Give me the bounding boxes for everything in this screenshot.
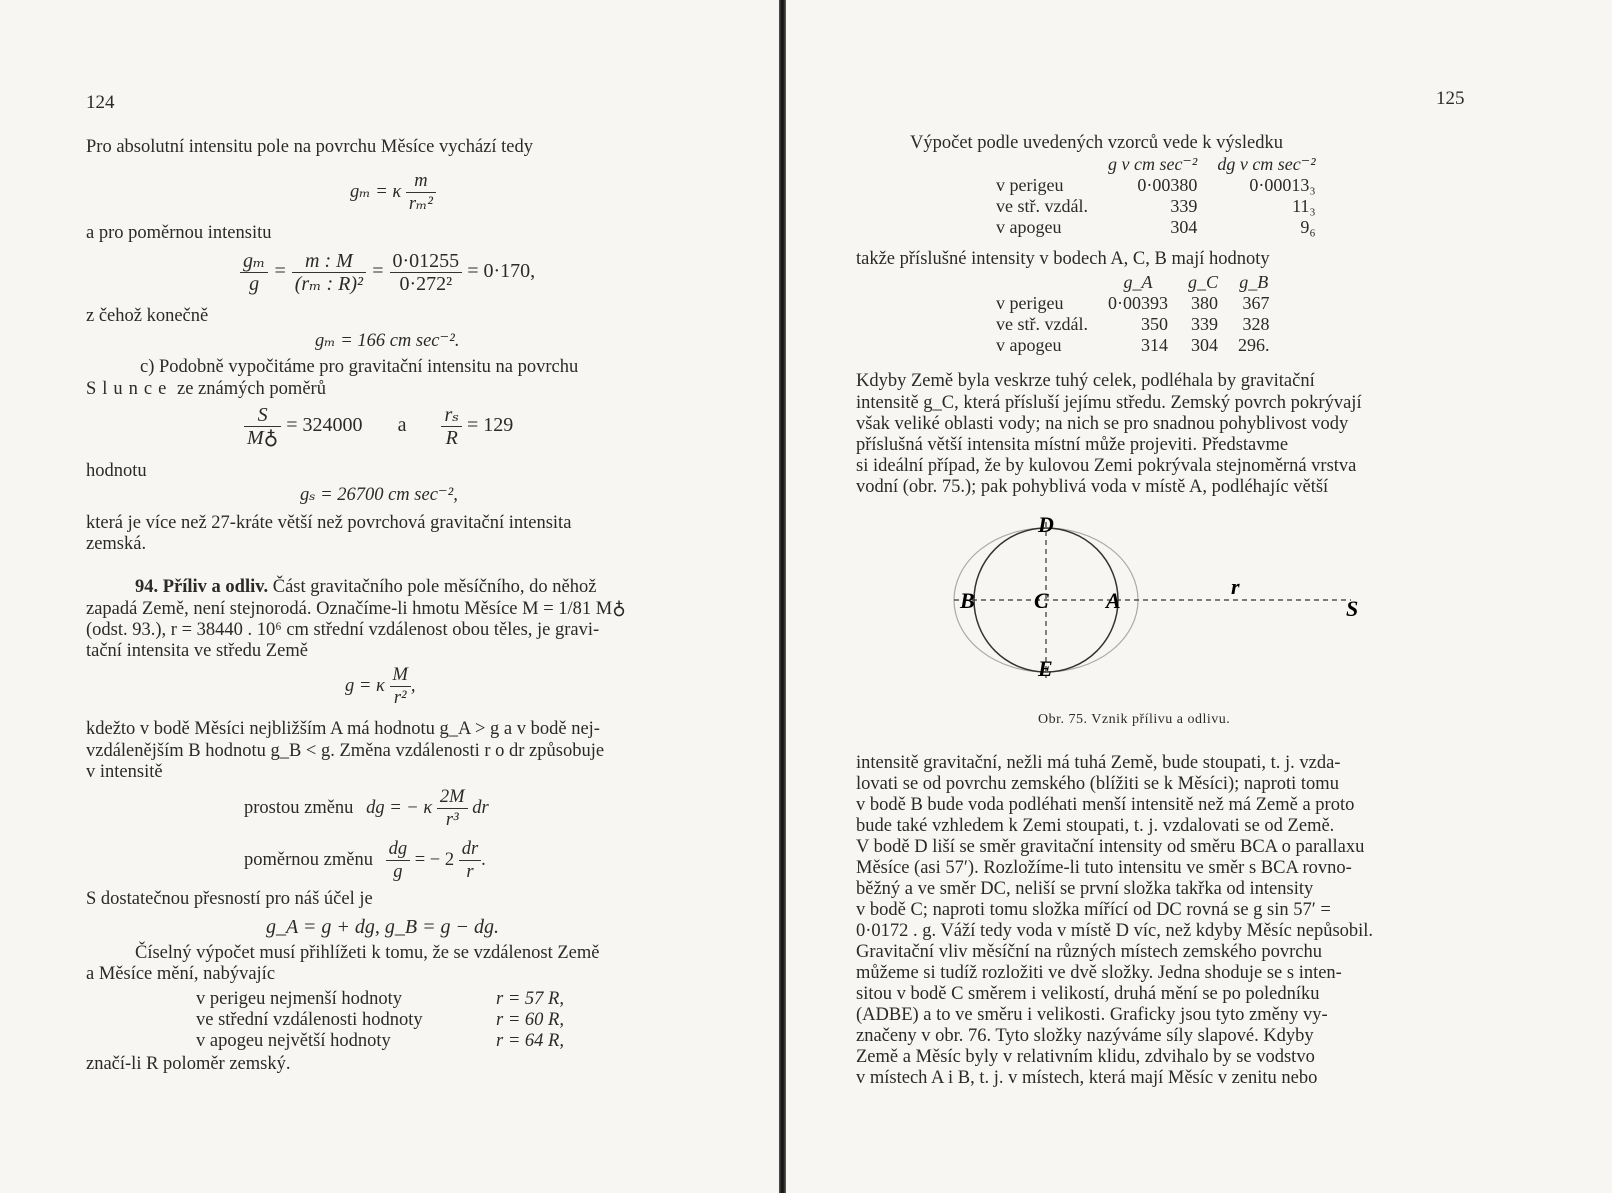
- frac-den: rₘ²: [408, 194, 433, 214]
- text-run: Část gravitačního pole měsíčního, do něhož: [268, 577, 597, 597]
- label-d: D: [1038, 512, 1054, 537]
- col-header: g_C: [1187, 272, 1218, 292]
- paragraph-line: v intensitě: [86, 762, 163, 782]
- label-a: A: [1106, 588, 1121, 613]
- frac-den: (rₘ : R)²: [294, 273, 364, 295]
- paragraph-line: v bodě B bude voda podléhati menší intensitě než má Země a proto: [856, 795, 1355, 815]
- fraction: [459, 838, 481, 883]
- dist-label: v apogeu největší hodnoty: [196, 1031, 391, 1051]
- equation-dg: [244, 786, 489, 831]
- row-label: v apogeu: [996, 217, 1062, 237]
- paragraph-line: Země a Měsíc byly v relativním klidu, zdvihalo by se vodstvo: [856, 1047, 1315, 1067]
- dist-row: [196, 1009, 564, 1031]
- fraction: [406, 170, 436, 215]
- fraction: [441, 404, 462, 449]
- frac-den: 0·272²: [399, 273, 453, 295]
- frac-den: r: [466, 862, 474, 882]
- equation-gm: [350, 170, 436, 215]
- label-r: r: [1231, 574, 1240, 599]
- cell: 0·00393: [1107, 293, 1168, 313]
- cell: 339: [1190, 314, 1218, 334]
- paragraph-line: hodnotu: [86, 461, 147, 481]
- row-label: ve stř. vzdál.: [996, 314, 1088, 334]
- table-row: [986, 335, 1279, 356]
- equation-gs: gₛ = 26700 cm sec⁻²,: [300, 485, 458, 505]
- table-row: [986, 196, 1326, 217]
- cell: 328: [1242, 314, 1270, 334]
- paragraph-line: intensitě gravitační, nežli má tuhá Země, bude stoupati, t. j. vzda-: [856, 753, 1341, 773]
- frac-num: 0·01255: [390, 250, 463, 273]
- page-number-right: 125: [1436, 88, 1465, 109]
- paragraph-line: kdežto v bodě Měsíci nejbližším A má hodnotu g_A > g a v bodě nej-: [86, 719, 600, 739]
- equation-dg-ratio: [244, 838, 486, 883]
- cell: 314: [1140, 335, 1168, 355]
- paragraph-line: si ideální případ, že by kulovou Zemi pokrývala stejnoměrná vrstva: [856, 456, 1357, 476]
- paragraph-line: lovati se od povrchu zemského (blížiti se k Měsíci); naproti tomu: [856, 774, 1339, 794]
- dist-value: r = 64 R,: [496, 1031, 564, 1051]
- frac-den: R: [445, 427, 458, 449]
- spaced-word: Slunce: [86, 379, 173, 399]
- cell: 304: [1170, 217, 1198, 237]
- book-spine: [779, 0, 786, 1193]
- paragraph-line: takže příslušné intensity v bodech A, C, B mají hodnoty: [856, 249, 1270, 269]
- frac-num: gₘ: [240, 250, 268, 273]
- frac-num: m: [406, 170, 436, 193]
- fraction: [292, 250, 366, 295]
- intensity-table: [986, 272, 1279, 356]
- section-heading: 94. Příliv a odliv.: [135, 577, 269, 597]
- frac-num: M: [390, 664, 411, 687]
- paragraph-line: v místech A i B, t. j. v místech, která mají Měsíc v zenitu nebo: [856, 1068, 1318, 1088]
- cell: 9₆: [1300, 217, 1316, 237]
- row-label: v perigeu: [996, 293, 1064, 313]
- page-number-left: 124: [86, 92, 115, 113]
- table-row: [986, 314, 1279, 335]
- equation-ga-gb: g_A = g + dg, g_B = g − dg.: [266, 916, 500, 938]
- paragraph-line: bude také vzhledem k Zemi stoupati, t. j. vzdalovati se od Země.: [856, 816, 1335, 836]
- fraction: [437, 786, 468, 831]
- frac-den: g: [249, 273, 260, 295]
- paragraph-line: zapadá Země, není stejnorodá. Označíme-li hmotu Měsíce M = 1/81 M♁: [86, 599, 626, 619]
- label-e: E: [1038, 656, 1053, 681]
- eq-rhs: = 129: [466, 414, 514, 437]
- frac-den: r²: [393, 688, 407, 708]
- fraction: [244, 404, 281, 449]
- left-page: [0, 0, 780, 1193]
- paragraph-line: vzdálenějším B hodnotu g_B < g. Změna vzdálenosti r o dr způsobuje: [86, 741, 605, 761]
- cell: 304: [1190, 335, 1218, 355]
- eq-lhs: g = κ: [345, 675, 385, 696]
- paragraph-line: která je více než 27-kráte větší než povrchová gravitační intensita: [86, 513, 572, 533]
- col-header: g_B: [1239, 272, 1269, 292]
- fraction: [240, 250, 268, 295]
- paragraph-line: příslušná větší intensita místní může projeviti. Představme: [856, 435, 1289, 455]
- paragraph-line: Měsíce (asi 57′). Rozložíme-li tuto intensitu ve směr s BCA rovno-: [856, 858, 1352, 878]
- paragraph-line: vodní (obr. 75.); pak pohyblivá voda v místě A, podléhajíc větší: [856, 477, 1329, 497]
- paragraph-line: Gravitační vliv měsíční na různých místech zemského povrchu: [856, 942, 1322, 962]
- table-row: [986, 217, 1326, 238]
- paragraph-line: z čehož konečně: [86, 306, 209, 326]
- dist-value: r = 57 R,: [496, 989, 564, 1009]
- col-header: g v cm sec⁻²: [1107, 154, 1198, 174]
- paragraph-line: (ADBE) a to ve směru i velikosti. Graficky jsou tyto změny vy-: [856, 1005, 1328, 1025]
- paragraph-line: 0·0172 . g. Váží tedy voda v místě D víc, než kdyby Měsíc nepůsobil.: [856, 921, 1374, 941]
- cell: 339: [1170, 196, 1198, 216]
- eq-lhs: dg = − κ: [366, 797, 433, 818]
- row-label: v perigeu: [996, 175, 1064, 195]
- paragraph-line: V bodě D liší se směr gravitační intensity od směru BCA o parallaxu: [856, 837, 1365, 857]
- dist-row: [196, 1030, 564, 1052]
- fraction: [390, 250, 463, 295]
- cell: 0·00013₃: [1249, 175, 1316, 195]
- paragraph-line: Pro absolutní intensitu pole na povrchu Měsíce vychází tedy: [86, 137, 533, 157]
- paragraph-line: intensitě g_C, která přísluší jejímu středu. Zemský povrch pokrývají: [856, 393, 1362, 413]
- eq-rhs: = 0·170,: [467, 260, 536, 283]
- fraction: [390, 664, 411, 709]
- paragraph-line: S dostatečnou přesností pro náš účel je: [86, 889, 373, 909]
- frac-num: S: [244, 404, 281, 427]
- equation-gm-value: gₘ = 166 cm sec⁻².: [315, 331, 460, 351]
- row-label: ve stř. vzdál.: [996, 196, 1088, 216]
- results-table: [986, 154, 1326, 238]
- table-header-row: [986, 154, 1326, 175]
- eq-rhs: ,: [410, 675, 416, 696]
- eq-mid: = − 2: [414, 849, 455, 870]
- frac-num: rₛ: [441, 404, 462, 427]
- paragraph-line: značeny v obr. 76. Tyto složky nazýváme síly slapové. Kdyby: [856, 1026, 1314, 1046]
- paragraph-line: běžný a ve směr DC, neliší se první složka takřka od intensity: [856, 879, 1314, 899]
- frac-den: M♁: [247, 427, 279, 449]
- frac-den: g: [393, 862, 403, 882]
- equation-ratio: $\frac{\text{gₘ}}{g}$ = $\frac{m : M}{\text{(rₘ : R)²}}$ = $\frac{0\cdot 01255}{\text{0·272²}}$ = 0·170,: [240, 250, 535, 295]
- paragraph-line: značí-li R poloměr zemský.: [86, 1054, 291, 1074]
- equation-sun-ratios: [244, 404, 513, 449]
- tide-figure: [946, 512, 1366, 688]
- equation-g: [345, 664, 416, 709]
- figure-caption: Obr. 75. Vznik přílivu a odlivu.: [1038, 712, 1231, 727]
- eq-label: poměrnou změnu: [244, 849, 373, 870]
- table-row: [986, 175, 1326, 196]
- cell: 350: [1140, 314, 1168, 334]
- dist-label: v perigeu nejmenší hodnoty: [196, 989, 403, 1009]
- section-94-line: [135, 576, 596, 598]
- eq-label: prostou změnu: [244, 797, 354, 818]
- paragraph-line: Číselný výpočet musí přihlížeti k tomu, že se vzdálenost Země: [135, 943, 600, 963]
- paragraph-line: [86, 378, 326, 400]
- cell: 296.: [1237, 335, 1270, 355]
- row-label: v apogeu: [996, 335, 1062, 355]
- paragraph-line: zemská.: [86, 534, 147, 554]
- dist-row: [196, 988, 564, 1010]
- paragraph-line: a pro poměrnou intensitu: [86, 223, 272, 243]
- paragraph-line: můžeme si tudíž rozložiti ve dvě složky. Jedna shoduje se s inten-: [856, 963, 1342, 983]
- eq-conj: a: [397, 414, 407, 437]
- paragraph-line: c) Podobně vypočitáme pro gravitační intensitu na povrchu: [140, 357, 579, 377]
- eq-lhs: gₘ = κ: [350, 181, 402, 202]
- paragraph-line: sitou v bodě C směrem i velikostí, druhá mění se po poledníku: [856, 984, 1320, 1004]
- col-header: dg v cm sec⁻²: [1217, 154, 1316, 174]
- text-run: ze známých poměrů: [172, 379, 326, 399]
- label-s: S: [1346, 596, 1359, 621]
- frac-num: m : M: [292, 250, 366, 273]
- paragraph-line: (odst. 93.), r = 38440 . 10⁶ cm střední vzdálenost obou těles, je gravi-: [86, 620, 600, 640]
- fraction: [386, 838, 411, 883]
- right-page: [786, 0, 1612, 1193]
- cell: 380: [1190, 293, 1218, 313]
- paragraph-line: v bodě C; naproti tomu složka mířící od DC rovná se g sin 57′ =: [856, 900, 1331, 920]
- paragraph-line: Výpočet podle uvedených vzorců vede k výsledku: [910, 133, 1283, 153]
- cell: 0·00380: [1137, 175, 1198, 195]
- cell: 367: [1242, 293, 1270, 313]
- frac-num: dr: [459, 838, 481, 861]
- paragraph-line: a Měsíce mění, nabývajíc: [86, 964, 276, 984]
- eq-rhs: = 324000: [286, 414, 363, 437]
- label-c: C: [1034, 588, 1049, 613]
- frac-den: r³: [445, 810, 459, 830]
- table-row: [986, 293, 1279, 314]
- label-b: B: [960, 588, 975, 613]
- dist-value: r = 60 R,: [496, 1010, 564, 1030]
- paragraph-line: však veliké oblasti vody; na nich se pro snadnou pohyblivost vody: [856, 414, 1349, 434]
- frac-num: 2M: [437, 786, 468, 809]
- eq-rhs: dr: [472, 797, 489, 818]
- eq-rhs: .: [481, 849, 486, 870]
- paragraph-line: Kdyby Země byla veskrze tuhý celek, podléhala by gravitační: [856, 371, 1315, 391]
- table-header-row: [986, 272, 1279, 293]
- cell: 11₃: [1292, 196, 1316, 216]
- dist-label: ve střední vzdálenosti hodnoty: [196, 1010, 423, 1030]
- frac-num: dg: [386, 838, 411, 861]
- paragraph-line: tační intensita ve středu Země: [86, 641, 308, 661]
- col-header: g_A: [1123, 272, 1153, 292]
